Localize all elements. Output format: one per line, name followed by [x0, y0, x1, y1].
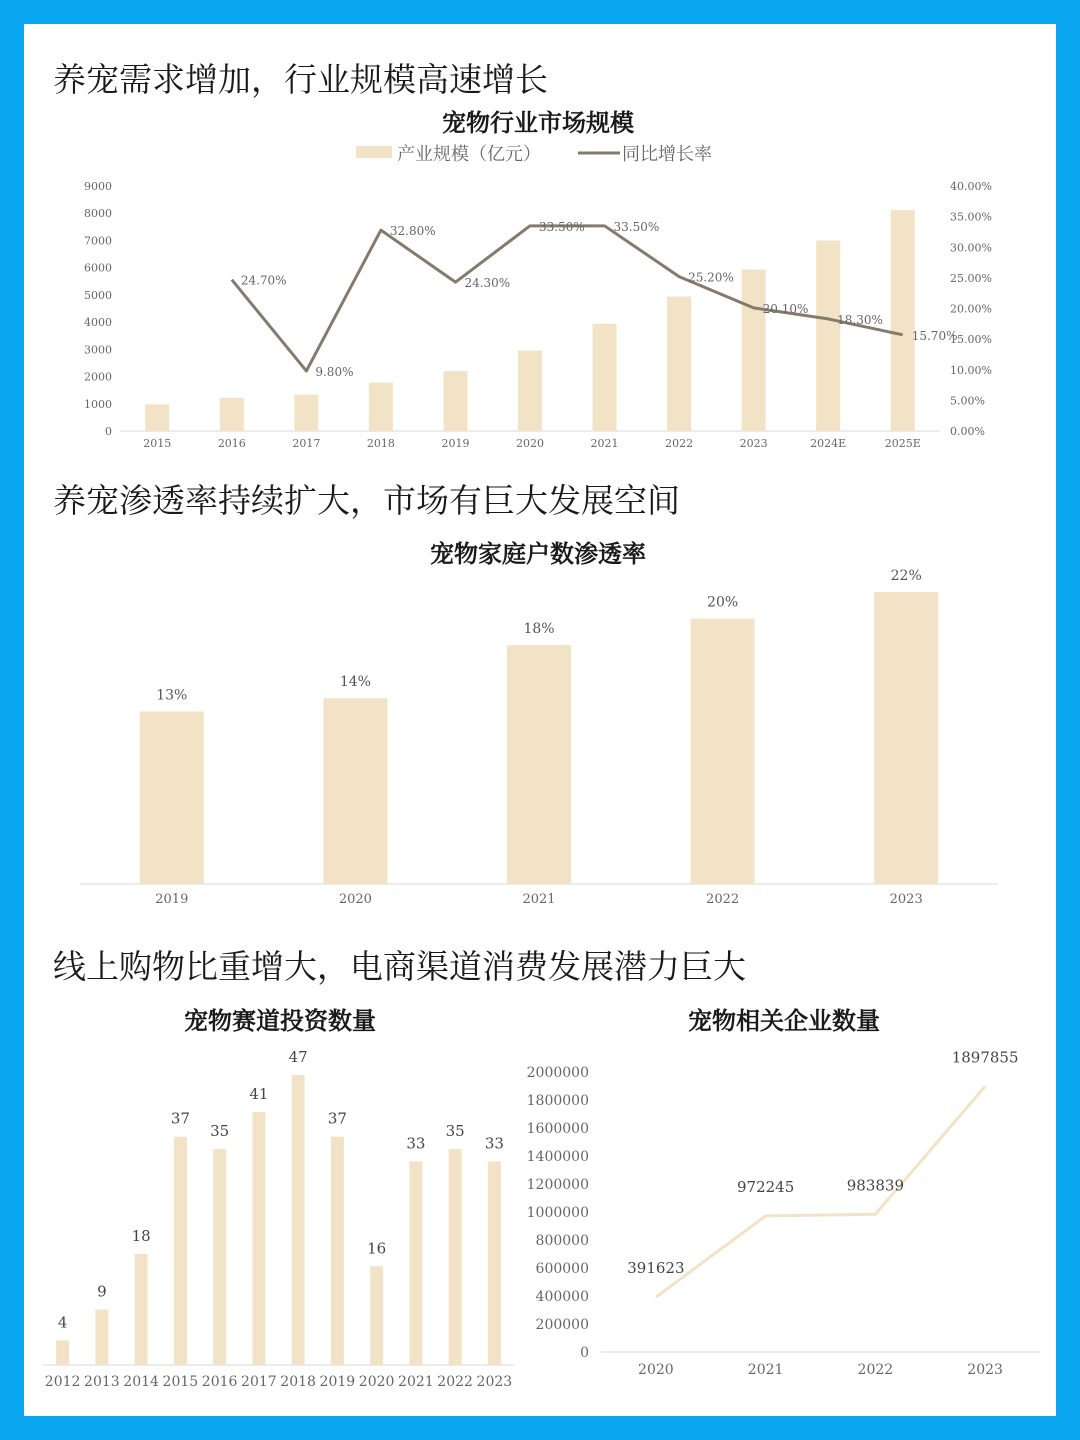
- bar: [145, 404, 169, 431]
- x-tick-label: 2020: [516, 437, 544, 450]
- bar: [409, 1161, 422, 1365]
- bar: [292, 1075, 305, 1365]
- bar: [488, 1161, 501, 1365]
- company-count-chart: [525, 995, 1050, 1395]
- x-tick-label: 2025E: [884, 437, 921, 450]
- growth-rate-line: [232, 226, 903, 371]
- x-tick-label: 2024E: [810, 437, 847, 450]
- x-tick-label: 2023: [739, 437, 768, 450]
- y2-tick-label: 15.00%: [950, 333, 992, 347]
- bar: [449, 1149, 462, 1365]
- section-heading-penetration: 养宠渗透率持续扩大，市场有巨大发展空间: [53, 481, 680, 520]
- chart-title: 宠物家庭户数渗透率: [430, 540, 646, 568]
- x-tick-label: 2019: [155, 892, 189, 907]
- bar: [874, 592, 938, 884]
- x-tick-label: 2022: [437, 1374, 473, 1390]
- bar: [742, 270, 766, 431]
- bar: [56, 1340, 69, 1365]
- x-tick-label: 2016: [201, 1374, 238, 1390]
- data-label: 22%: [890, 568, 922, 584]
- data-label: 47: [288, 1048, 308, 1066]
- data-label: 4: [57, 1313, 68, 1332]
- data-label: 33.50%: [613, 219, 660, 234]
- data-label: 391623: [627, 1259, 685, 1278]
- legend-label: 同比增长率: [622, 144, 712, 165]
- legend-label: 产业规模（亿元）: [397, 144, 541, 165]
- data-label: 983839: [846, 1176, 905, 1195]
- data-label: 37: [327, 1109, 347, 1128]
- data-label: 972245: [736, 1177, 795, 1196]
- bar: [174, 1137, 187, 1365]
- bar: [816, 240, 840, 431]
- y2-tick-label: 0.00%: [950, 425, 985, 438]
- y-tick-label: 600000: [535, 1261, 589, 1277]
- data-label: 16: [367, 1239, 387, 1258]
- y-tick-label: 1000: [84, 397, 112, 411]
- x-tick-label: 2015: [143, 437, 172, 450]
- penetration-chart: [40, 530, 1040, 920]
- y-tick-label: 0: [580, 1345, 589, 1361]
- bar: [518, 351, 542, 431]
- x-tick-label: 2017: [241, 1374, 277, 1390]
- data-label: 1897855: [951, 1048, 1019, 1067]
- y-tick-label: 0: [105, 425, 112, 438]
- x-tick-label: 2016: [217, 437, 246, 450]
- legend-bar-swatch: [356, 146, 392, 158]
- y2-tick-label: 30.00%: [950, 241, 992, 255]
- data-label: 18.30%: [837, 312, 883, 327]
- data-label: 35: [445, 1122, 465, 1141]
- data-label: 33: [484, 1134, 504, 1153]
- bar: [135, 1254, 148, 1365]
- y-tick-label: 1800000: [526, 1093, 589, 1109]
- y-tick-label: 800000: [535, 1233, 589, 1249]
- data-label: 9.80%: [315, 364, 354, 379]
- data-label: 33.50%: [539, 219, 585, 234]
- y-tick-label: 8000: [84, 207, 112, 221]
- bar: [891, 210, 915, 431]
- x-tick-label: 2020: [638, 1362, 674, 1378]
- x-tick-label: 2012: [44, 1374, 81, 1390]
- x-tick-label: 2023: [476, 1374, 513, 1390]
- data-label: 25.20%: [688, 270, 734, 285]
- bar: [369, 383, 393, 431]
- x-tick-label: 2021: [747, 1362, 784, 1378]
- x-tick-label: 2022: [706, 892, 740, 907]
- bar: [667, 297, 691, 431]
- bar: [507, 645, 571, 884]
- data-label: 41: [249, 1085, 269, 1104]
- section-heading-market-size: 养宠需求增加，行业规模高速增长: [53, 60, 548, 99]
- data-label: 32.80%: [389, 224, 436, 239]
- y2-tick-label: 25.00%: [950, 271, 992, 285]
- y-tick-label: 1000000: [526, 1205, 589, 1221]
- bar: [213, 1149, 226, 1365]
- y-tick-label: 200000: [535, 1317, 589, 1333]
- y-tick-label: 2000: [84, 370, 112, 384]
- bar: [323, 698, 387, 884]
- x-tick-label: 2021: [398, 1374, 434, 1390]
- data-label: 18: [131, 1226, 151, 1245]
- bar: [370, 1266, 383, 1365]
- bar: [140, 711, 204, 884]
- y-tick-label: 2000000: [526, 1065, 589, 1081]
- y-tick-label: 6000: [84, 261, 112, 275]
- data-label: 9: [97, 1282, 107, 1301]
- bar: [95, 1309, 108, 1365]
- y-tick-label: 1400000: [526, 1149, 589, 1165]
- y-tick-label: 9000: [84, 180, 112, 193]
- x-tick-label: 2021: [590, 437, 619, 450]
- y-tick-label: 7000: [84, 234, 112, 248]
- data-label: 13%: [156, 687, 188, 704]
- x-tick-label: 2013: [84, 1374, 120, 1390]
- bar: [331, 1137, 344, 1365]
- data-label: 15.70%: [911, 328, 958, 343]
- data-label: 24.30%: [464, 276, 511, 291]
- bar: [252, 1112, 265, 1365]
- market-size-chart: [40, 100, 1040, 460]
- x-tick-label: 2019: [319, 1374, 356, 1390]
- company-count-line: [656, 1086, 985, 1297]
- y-tick-label: 400000: [535, 1289, 589, 1305]
- y2-tick-label: 35.00%: [950, 210, 992, 224]
- data-label: 20.10%: [762, 301, 809, 316]
- chart-title: 宠物行业市场规模: [442, 109, 634, 137]
- x-tick-label: 2020: [338, 892, 372, 907]
- data-label: 14%: [339, 674, 371, 691]
- section-heading-ecommerce: 线上购物比重增大，电商渠道消费发展潜力巨大: [53, 947, 746, 986]
- x-tick-label: 2017: [292, 437, 321, 450]
- x-tick-label: 2015: [162, 1374, 199, 1390]
- investment-count-chart: [30, 995, 530, 1395]
- y-tick-label: 1600000: [526, 1121, 589, 1137]
- bar: [220, 398, 244, 431]
- chart-title: 宠物相关企业数量: [688, 1007, 880, 1035]
- data-label: 20%: [707, 594, 739, 611]
- y2-tick-label: 20.00%: [950, 302, 992, 316]
- bar: [691, 619, 755, 884]
- bar: [443, 371, 467, 431]
- y-tick-label: 5000: [84, 288, 112, 302]
- y-tick-label: 4000: [84, 316, 112, 330]
- y2-tick-label: 5.00%: [950, 394, 985, 408]
- y-tick-label: 1200000: [526, 1177, 589, 1193]
- bar: [294, 395, 318, 431]
- data-label: 35: [210, 1122, 230, 1141]
- y2-tick-label: 10.00%: [950, 363, 992, 377]
- x-tick-label: 2014: [123, 1374, 159, 1390]
- x-tick-label: 2019: [441, 437, 470, 450]
- x-tick-label: 2018: [280, 1374, 316, 1390]
- chart-title: 宠物赛道投资数量: [184, 1007, 376, 1035]
- y2-tick-label: 40.00%: [950, 180, 992, 193]
- bar: [593, 324, 617, 431]
- data-label: 37: [170, 1109, 190, 1128]
- x-tick-label: 2022: [665, 437, 694, 450]
- x-tick-label: 2023: [967, 1362, 1003, 1378]
- x-tick-label: 2018: [366, 437, 395, 450]
- data-label: 33: [406, 1134, 426, 1153]
- x-tick-label: 2021: [522, 892, 556, 907]
- data-label: 18%: [523, 621, 555, 638]
- x-tick-label: 2023: [889, 892, 923, 907]
- x-tick-label: 2022: [857, 1362, 894, 1378]
- y-tick-label: 3000: [84, 343, 112, 357]
- x-tick-label: 2020: [358, 1374, 395, 1390]
- data-label: 24.70%: [240, 273, 287, 288]
